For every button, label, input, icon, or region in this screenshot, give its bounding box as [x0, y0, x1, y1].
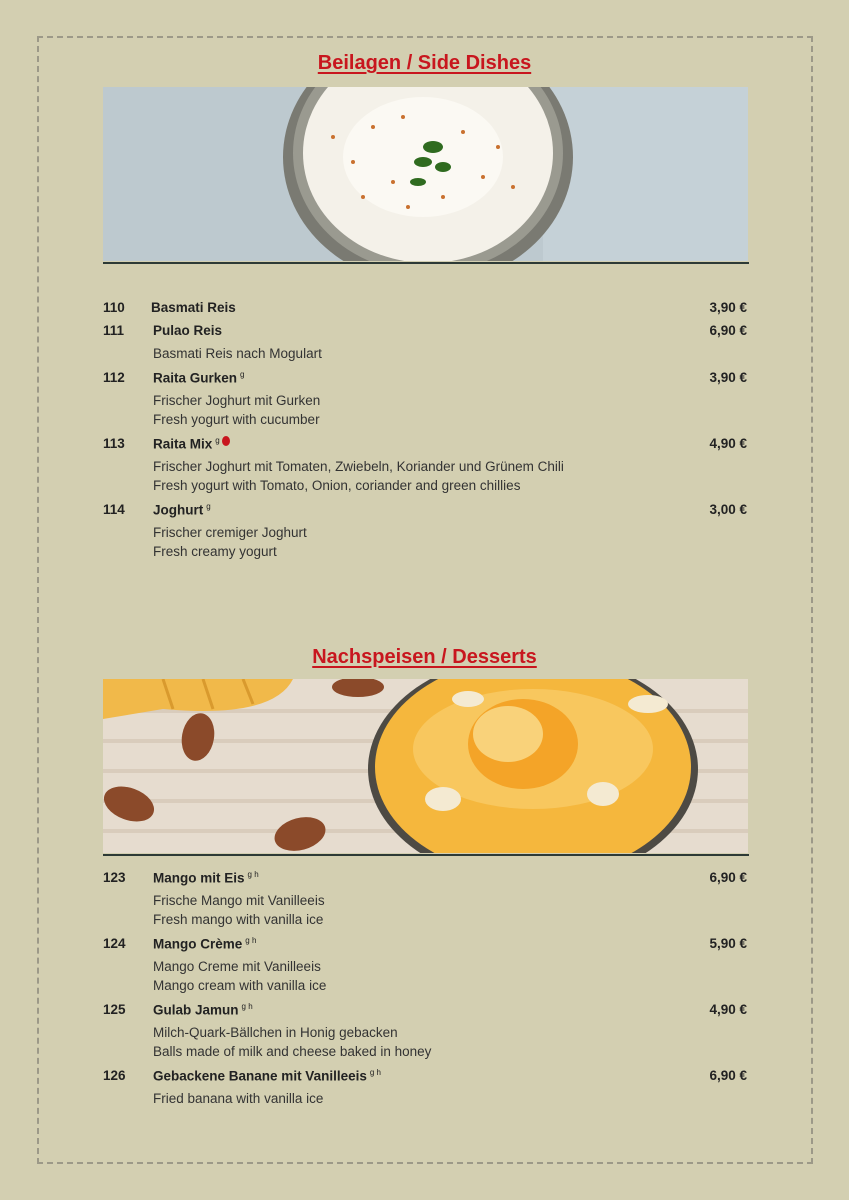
item-description: Frischer cremiger Joghurt — [153, 525, 307, 540]
mango-dessert-photo — [103, 679, 748, 853]
allergen-code: g h — [369, 1068, 381, 1077]
item-price: 5,90 € — [709, 936, 747, 951]
item-description: Frischer Joghurt mit Tomaten, Zwiebeln, Koriander und Grünem Chili — [153, 459, 564, 474]
item-price: 3,90 € — [709, 300, 747, 315]
item-price: 3,90 € — [709, 370, 747, 385]
allergen-code: g h — [241, 1002, 253, 1011]
item-number: 124 — [103, 936, 126, 951]
chili-icon — [222, 436, 230, 446]
raita-photo — [103, 87, 748, 261]
allergen-code: g — [215, 436, 220, 445]
item-description: Fresh yogurt with Tomato, Onion, coriander and green chillies — [153, 478, 521, 493]
item-description: Fresh yogurt with cucumber — [153, 412, 320, 427]
item-price: 6,90 € — [709, 1068, 747, 1083]
item-description: Frische Mango mit Vanilleeis — [153, 893, 325, 908]
item-price: 4,90 € — [709, 436, 747, 451]
item-price: 6,90 € — [709, 323, 747, 338]
item-description: Mango Creme mit Vanilleeis — [153, 959, 321, 974]
item-description: Fresh mango with vanilla ice — [153, 912, 324, 927]
item-number: 126 — [103, 1068, 126, 1083]
item-name: Gebackene Banane mit Vanilleeis $^{g h}$ — [153, 1068, 381, 1084]
item-number: 123 — [103, 870, 126, 885]
item-price: 3,00 € — [709, 502, 747, 517]
item-name: Joghurt $^g$ — [153, 502, 211, 518]
item-name: Mango mit Eis $^{g h}$ — [153, 870, 259, 886]
item-name: Raita Gurken $^g$ — [153, 370, 245, 386]
section-title-side-dishes: Beilagen / Side Dishes — [317, 52, 532, 74]
item-name: Raita Mix $^g$ — [153, 436, 230, 452]
item-description: Fresh creamy yogurt — [153, 544, 277, 559]
item-number: 111 — [103, 323, 125, 338]
allergen-code: g h — [247, 870, 259, 879]
item-description: Basmati Reis nach Mogulart — [153, 346, 322, 361]
divider — [103, 262, 749, 264]
item-name: Gulab Jamun $^{g h}$ — [153, 1002, 253, 1018]
allergen-code: g h — [245, 936, 257, 945]
allergen-code: g — [206, 502, 211, 511]
item-description: Frischer Joghurt mit Gurken — [153, 393, 321, 408]
item-price: 4,90 € — [709, 1002, 747, 1017]
item-description: Mango cream with vanilla ice — [153, 978, 327, 993]
item-description: Fried banana with vanilla ice — [153, 1091, 324, 1106]
item-number: 125 — [103, 1002, 126, 1017]
item-name: Mango Crème $^{g h}$ — [153, 936, 257, 952]
item-number: 113 — [103, 436, 125, 451]
item-description: Milch-Quark-Bällchen in Honig gebacken — [153, 1025, 398, 1040]
item-number: 110 — [103, 300, 125, 315]
section-title-desserts: Nachspeisen / Desserts — [312, 646, 537, 668]
allergen-code: g — [240, 370, 245, 379]
item-description: Balls made of milk and cheese baked in honey — [153, 1044, 432, 1059]
item-price: 6,90 € — [709, 870, 747, 885]
item-number: 114 — [103, 502, 125, 517]
divider — [103, 854, 749, 856]
item-name: Basmati Reis — [151, 300, 236, 315]
item-name: Pulao Reis — [153, 323, 223, 338]
item-number: 112 — [103, 370, 125, 385]
